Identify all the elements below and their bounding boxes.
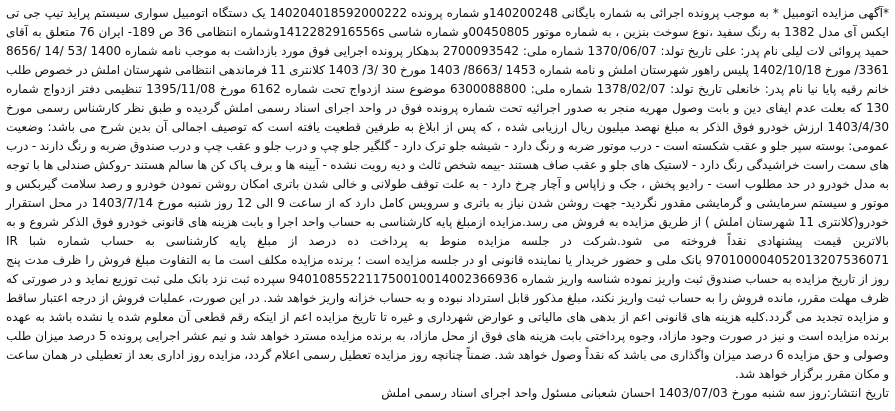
publication-footer: تاریخ انتشار:روز سه شنبه مورخ 1403/07/03 احسان شعبانی مسئول واحد اجرای اسناد رسمی املش	[381, 386, 889, 400]
auction-notice-body: *آگهی مزایده اتومبیل * به موجب پرونده اجرائی به شماره بایگانی 140200248و شماره پرونده 140204018592000222 یک دستگاه اتومبیل سواری سیستم پراید تیپ جی تی ایکس آی مدل 1382 به رنگ سفید ،نوع سوخت بنزین ، به شماره موتور 00450805و شماره شاسی 1412282916556sوشماره انتظامی 36 ص 189- ایران 76 متعلق به آقای حمید پروائی لات لیلی نام پدر: علی تاریخ تولد: 1370/06/07 شماره ملی: 2700093542 بدهکار پرونده اجرایی فوق مورد بازداشت به موجب نامه شماره 1400 /53 /14 /8656 3361/ مورخ 1402/10/18 پلیس راهور شهرستان املش و نامه شماره 1453 /8663/ 1403 مورخ 30 /3/ 1403 کلانتری 11 فرماندهی انتظامی شهرستان املش در خصوص طلب خانم رقیه پایا نیا نام پدر: خانعلی تاریخ تولد: 1378/02/07 شماره ملی: 6300088800 موضوع سند ازدواج تحت شماره 6162 مورخ 1395/11/08 تنظیمی دفتر ازدواج شماره 130 که بعلت عدم ایفای دین و بابت وصول مهریه منجر به صدور اجرائیه تحت شماره پرونده فوق در واحد اجرای اسناد رسمی املش گردیده و طبق نظر کارشناس رسمی مورخ 1403/4/30 ارزش خودرو فوق الذکر به مبلغ نهصد میلیون ریال ارزیابی شده ، که پس از ابلاغ به طرفین قطعیت یافته است که توصیف اجمالی آن بدین شرح می باشد: وضعیت عمومی: بوسته سپر جلو و عقب شکسته است - درب موتور ضربه و رنگ دارد - شیشه جلو ترک دارد - گلگیر جلو چپ و درب جلو و عقب چپ و درب صندوق ضربه و رنگ دارند - درب های سمت راست خراشیدگی رنگ دارد - لاستیک های جلو و عقب صاف هستند -بیمه شخص ثالث و دیه رویت نشده - آیینه ها و برف پاک کن ها سالم هستند -روکش صندلی ها با توجه به مدل خودرو در حد مطلوب است - رادیو پخش ، جک و زاپاس و آچار چرخ دارد - به علت توقف طولانی و خالی شدن باتری امکان روشن نمودن خودرو و رصد سلامت گیربکس و موتور و سیستم سرمایشی و گرمایشی مقدور نگردید- جهت روشن شدن نیاز به باتری و سرویس کامل دارد که از ساعت 9 الی 12 روز شنبه مورخ 1403/7/14 در محل استقرار خودرو(کلانتری 11 شهرستان املش ) از طریق مزایده به فروش می رسد.مزایده ازمبلغ پایه کارشناسی به حساب واحد اجرا و بابت هزینه های قانونی خودرو فوق الذکر شروع و به بالاترین قیمت پیشنهادی نقداً فروخته می شود.شرکت در جلسه مزایده منوط به پرداخت ده درصد از مبلغ پایه کارشناسی به حساب شماره شبا IR 970100004052013207536071 بانک ملی و حضور خریدار یا نماینده قانونی او در جلسه مزایده است ؛ برنده مزایده مکلف است ما به التفاوت مبلغ فروش را ظرف مدت پنج روز از تاریخ مزایده به حساب صندوق ثبت واریز نموده شناسه واریز شماره 940108552211750010014002366936 سپرده ثبت نزد بانک ملی ثبت توزیع نماید و در صورتی که ظرف مهلت مقرر، مانده فروش را به حساب ثبت واریز نکند، مبلغ مذکور قابل استرداد نبوده و به حساب خزانه واریز خواهد شد. در این صورت، عملیات فروش از درجه اعتبار ساقط و مزایده تجدید می گردد.کلیه هزینه های قانونی اعم از بدهی های مالیاتی و عوارض شهرداری و غیره تا تاریخ مزایده اعم از اینکه رقم قطعی آن معلوم شده یا نشده باشد به عهده برنده مزایده است و نیز در صورت وجود مازاد، وجوه پرداختی بابت هزینه های فوق از محل مازاد، به برنده مزایده مسترد خواهد شد و نیم عشر اجرایی پرونده 5 درصد میزان طلب وصولی و حق مزایده 6 درصد میزان واگذاری می باشد که نقداً وصول خواهد شد. ضمناً چنانچه روز مزایده تعطیل رسمی اعلام گردد، مزایده روز اداری بعد از تعطیلی در همان ساعت و مکان مقرر برگزار خواهد شد.	[6, 6, 890, 381]
